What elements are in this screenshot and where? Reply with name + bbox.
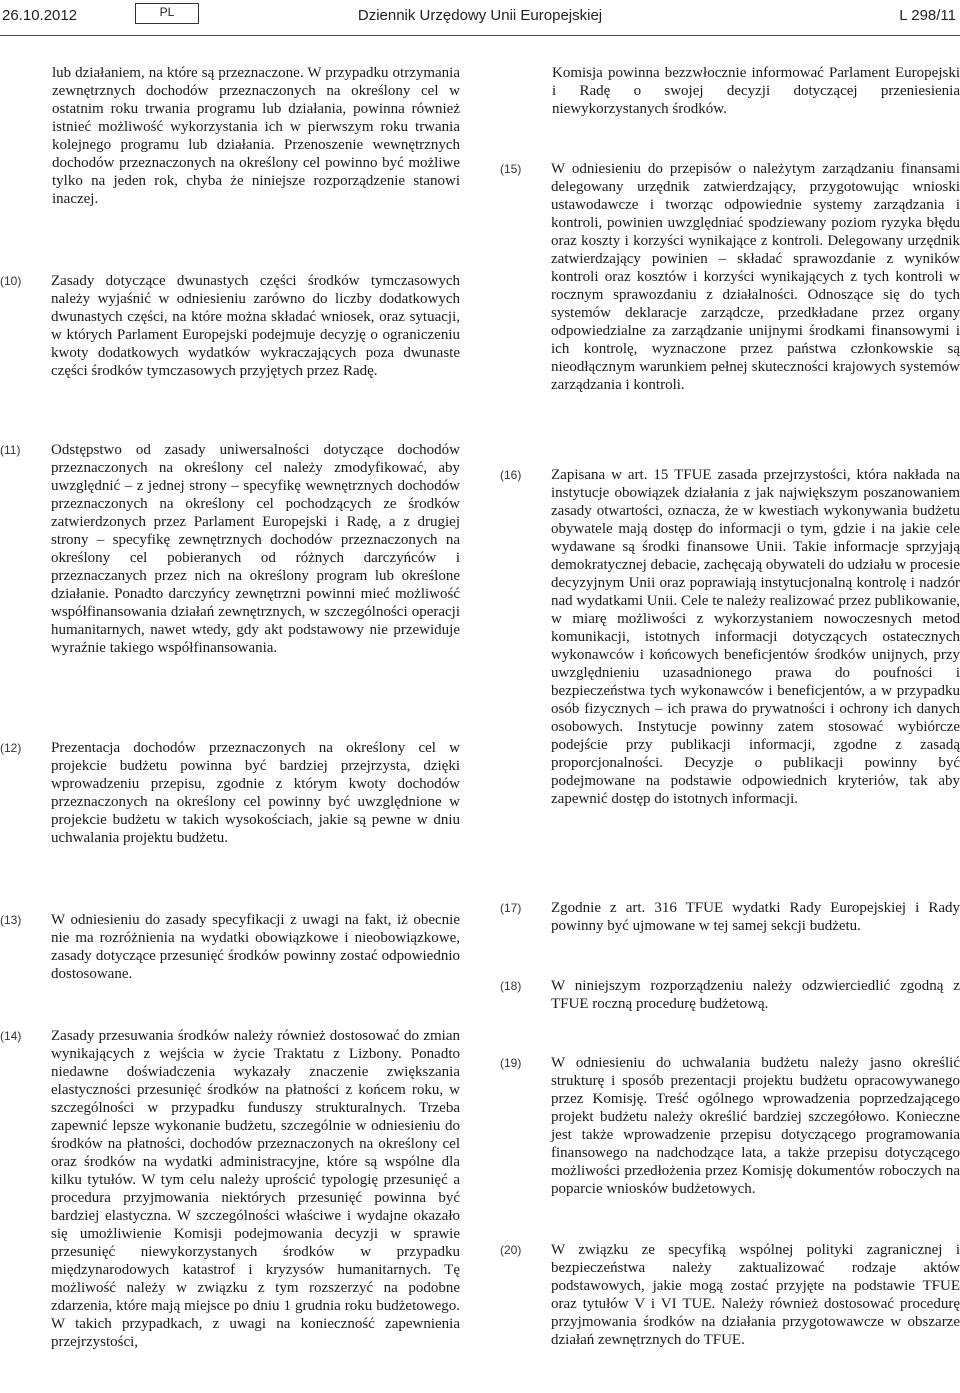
recital-number: (17) xyxy=(500,901,522,915)
recital-13 xyxy=(0,911,460,983)
recital-18 xyxy=(500,977,960,1013)
recital-text: W odniesieniu do przepisów o należytym zarządzaniu finansami delegowany urzędnik zatwierdzający, przygotowując wnioski ustawodawcze i tworząc odpowiednie systemy zarządzania i kontroli, powinien uwzględniać spodziewany poziom ryzyka błędu oraz koszty i korzyści wynikające z kontroli. Delegowany urzędnik zatwierdzający powinien – składać sprawozdanie z wyników kontroli oraz kosztów i korzyści wynikających z tych kontroli w rocznym sprawozdaniu z działalności. Odnoszące się do tych systemów deklaracje zarządcze, przedkładane przez organy odpowiedzialne za zarządzanie unijnymi środkami finansowymi i ich kontrolę, wyznaczone przez państwa członkowskie są nieodłącznym warunkiem pełnej skuteczności krajowych systemów zarządzania i kontroli. xyxy=(551,161,960,393)
recital-text: Zapisana w art. 15 TFUE zasada przejrzystości, która nakłada na instytucje obowiązek działania z jak największym poszanowaniem zasady otwartości, oznacza, że w kwestiach wykonywania budżetu obywatele mają dostęp do informacji o tym, gdzie i na jakie cele wydawane są środki finansowe Unii. Takie informacje sprzyjają demokratycznej debacie, zachęcają obywateli do udziału w procesie decyzyjnym Unii oraz poprawiają instytucjonalną kontrolę i nadzór nad wydatkami Unii. Cele te należy realizować przez publikowanie, w miarę możliwości z wykorzystaniem nowoczesnych metod komunikacji, istotnych informacji dotyczących ostatecznych wykonawców i końcowych beneficjentów środków unijnych, przy uwzględnieniu uzasadnionego prawa do poufności i bezpieczeństwa tych wykonawców i beneficjentów, a w przypadku osób fizycznych – ich prawa do prywatności i ochrony ich danych osobowych. Instytucje powinny zatem stosować wybiórcze podejście przy publikacji informacji, zgodne z zasadą proporcjonalności. Decyzje o publikacji powinny być podejmowane na podstawie odpowiednich kryteriów, tak aby zapewnić dostęp do istotnych informacji. xyxy=(551,467,960,807)
recital-number: (16) xyxy=(500,468,522,482)
recital-14 xyxy=(0,1027,460,1351)
recital-20 xyxy=(500,1241,960,1349)
recital-text: Odstępstwo od zasady uniwersalności dotyczące dochodów przeznaczonych na określony cel należy zmodyfikować, aby uwzględnić – z jednej strony – specyfikę wewnętrznych dochodów przeznaczonych na określony cel pochodzących ze środków zatwierdzonych przez Parlament Europejski i Radę, a z drugiej strony – specyfikę zewnętrznych dochodów przeznaczonych na określony cel pobieranych od różnych darczyńców i przeznaczanych przez nich na określony program lub określone działanie. Ponadto darczyńcy zewnętrzni powinni mieć możliwość współfinansowania działań zewnętrznych, w szczególności operacji humanitarnych, nawet wtedy, gdy akt podstawowy nie przewiduje wyraźnie takiego współfinansowania. xyxy=(51,442,460,656)
language-badge: PL xyxy=(135,3,199,24)
recital-number: (20) xyxy=(500,1243,522,1257)
recital-number: (14) xyxy=(0,1029,22,1043)
journal-title: Dziennik Urzędowy Unii Europejskiej xyxy=(357,7,603,24)
recital-number: (15) xyxy=(500,162,522,176)
recital-continuation xyxy=(500,64,960,118)
recital-text: Zasady dotyczące dwunastych części środków tymczasowych należy wyjaśnić w odniesieniu zarówno do liczby dodatkowych dwunastych części, na które można składać wniosek, oraz sytuacji, w których Parlament Europejski podejmuje decyzję o ograniczeniu kwoty dodatkowych wydatków wykraczających poza dwunaste części środków tymczasowych przyjętych przez Radę. xyxy=(51,273,460,379)
recital-text: Zasady przesuwania środków należy również dostosować do zmian wynikających z wejścia w życie Traktatu z Lizbony. Ponadto niedawne doświadczenia wykazały znaczenie zwiększania elastyczności przesunięć środków na płatności z końcem roku, w szczególności w przypadku funduszy strukturalnych. Trzeba zapewnić lepsze wykonanie budżetu, szczególnie w odniesieniu do środków na płatności, dochodów przeznaczonych na określony cel oraz środków na wydatki administracyjne, które są wspólne dla kilku tytułów. W tym celu należy uprościć typologię przesunięć a procedura przyjmowania niektórych przesunięć powinna być bardziej elastyczna. W szczególności właściwe i wydajne okazało się umożliwienie Komisji podejmowania decyzji w sprawie przesunięć niewykorzystanych środków w przypadku międzynarodowych katastrof i kryzysów humanitarnych. Tę możliwość należy w związku z tym rozszerzyć na podobne zdarzenia, które mają miejsce po dniu 1 grudnia roku budżetowego. W takich przypadkach, z uwagi na konieczność zapewnienia przejrzystości, xyxy=(51,1028,460,1350)
recital-number: (11) xyxy=(0,443,21,457)
publication-date: 26.10.2012 xyxy=(2,7,78,24)
recital-text: W związku ze specyfiką wspólnej polityki zagranicznej i bezpieczeństwa należy zaktualizować rodzaje aktów podstawowych, jakie mogą zostać przyjęte na podstawie TFUE oraz tytułów V i VI TUE. Należy również dostosować procedurę przyjmowania środków na działania przygotowawcze w obszarze działań zewnętrznych do TFUE. xyxy=(551,1242,960,1348)
recital-10 xyxy=(0,272,460,380)
recital-number: (13) xyxy=(0,913,22,927)
recital-15 xyxy=(500,160,960,394)
recital-text: W niniejszym rozporządzeniu należy odzwierciedlić zgodną z TFUE roczną procedurę budżetową. xyxy=(551,978,960,1012)
page-header xyxy=(0,0,960,40)
page-reference: L 298/11 xyxy=(899,7,956,24)
recital-continuation xyxy=(0,64,460,208)
recital-11 xyxy=(0,441,460,657)
recital-number: (12) xyxy=(0,741,22,755)
header-divider xyxy=(0,35,960,36)
recital-number: (19) xyxy=(500,1056,522,1070)
recital-16 xyxy=(500,466,960,808)
recital-text: Prezentacja dochodów przeznaczonych na określony cel w projekcie budżetu powinna być bardziej przejrzysta, dzięki wprowadzeniu przepisu, zgodnie z którym kwoty dochodów przeznaczonych na określony cel powinny być uwzględnione w projekcie budżetu w takich wysokościach, jakie są pewne w dniu uchwalania projektu budżetu. xyxy=(51,740,460,846)
recital-12 xyxy=(0,739,460,847)
recital-text: Zgodnie z art. 316 TFUE wydatki Rady Europejskiej i Rady powinny być ujmowane w tej samej sekcji budżetu. xyxy=(551,900,960,934)
recital-text: lub działaniem, na które są przeznaczone. W przypadku otrzymania zewnętrznych dochodów przeznaczonych na określony cel w ostatnim roku trwania programu lub działania, powinna również istnieć możliwość wykorzystania ich w pierwszym roku trwania kolejnego programu lub działania. Przenoszenie wewnętrznych dochodów przeznaczonych na określony cel powinno być możliwe tylko na jeden rok, chyba że niniejsze rozporządzenie stanowi inaczej. xyxy=(52,65,460,207)
recital-number: (10) xyxy=(0,274,22,288)
recital-19 xyxy=(500,1054,960,1198)
recital-text: W odniesieniu do uchwalania budżetu należy jasno określić strukturę i sposób prezentacji projektu budżetu opracowywanego przez Komisję. Treść ogólnego wprowadzenia poprzedzającego projekt budżetu należy określić bardziej szczegółowo. Konieczne jest także wprowadzenie przepisu dotyczącego programowania finansowego na nadchodzące lata, a także przepisu dotyczącego możliwości przedłożenia przez Komisję dokumentów roboczych na poparcie wniosków budżetowych. xyxy=(551,1055,960,1197)
recital-text: Komisja powinna bezzwłocznie informować Parlament Europejski i Radę o swojej decyzji dotyczącej przeniesienia niewykorzystanych środków. xyxy=(552,65,960,117)
recital-number: (18) xyxy=(500,979,522,993)
recital-text: W odniesieniu do zasady specyfikacji z uwagi na fakt, iż obecnie nie ma rozróżnienia na wydatki obowiązkowe i nieobowiązkowe, zasady dotyczące przesunięć środków powinny zostać odpowiednio dostosowane. xyxy=(51,912,460,982)
recital-17 xyxy=(500,899,960,935)
